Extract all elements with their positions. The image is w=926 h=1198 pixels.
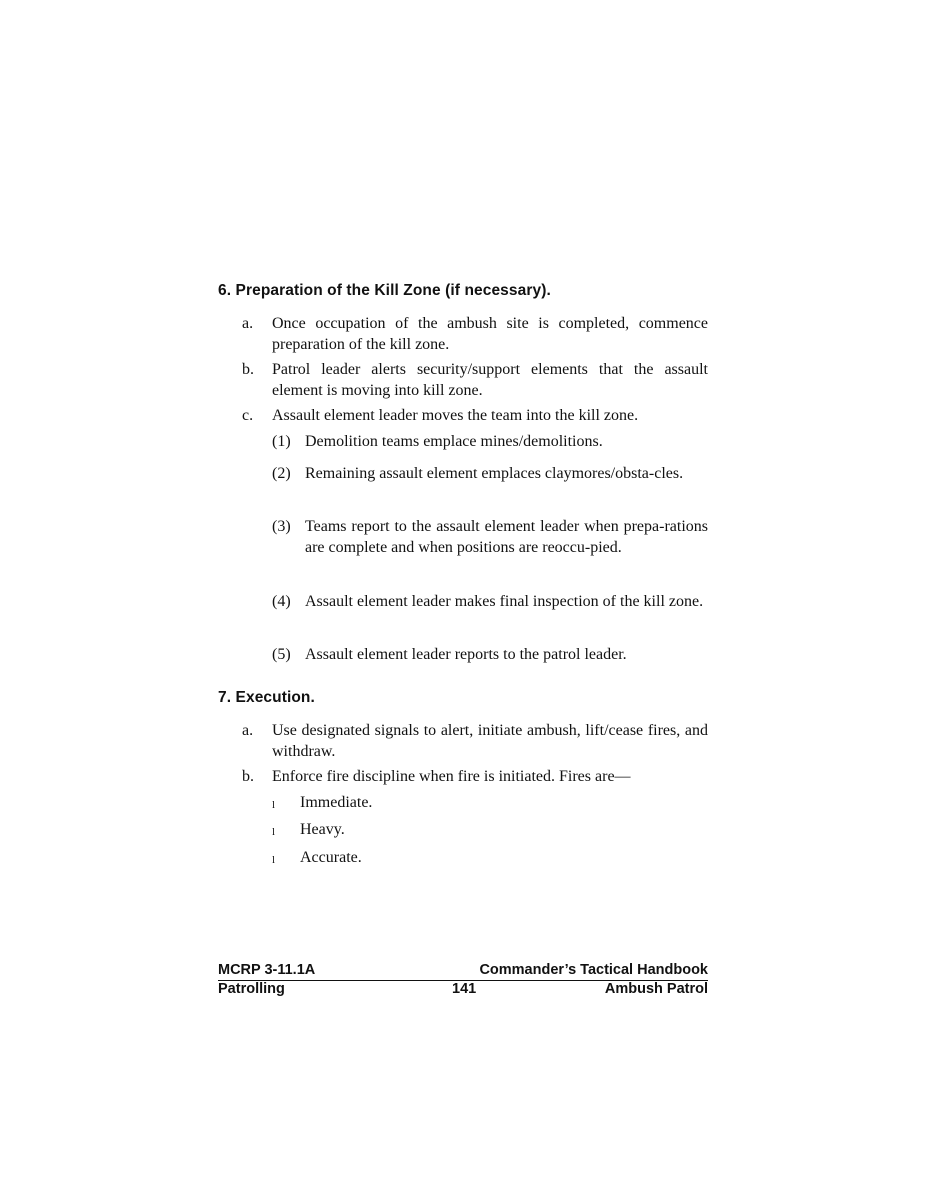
sub-item <box>272 644 708 665</box>
footer-book-title: Commander’s Tactical Handbook <box>479 962 708 978</box>
sub-item-label: (1) <box>272 433 291 450</box>
item-label: b. <box>242 361 254 378</box>
bullet-item <box>272 792 708 813</box>
sub-item-text: Demolition teams emplace mines/demolitions. <box>305 433 603 450</box>
sub-item-text: Teams report to the assault element leader when prepa-rations are complete and when positions are reoccu-pied. <box>305 518 708 556</box>
sub-item-text: Remaining assault element emplaces claymores/obsta-cles. <box>305 465 684 482</box>
item-label: a. <box>242 722 254 739</box>
item-text: Once occupation of the ambush site is completed, commence preparation of the kill zone. <box>272 315 708 353</box>
item-label: b. <box>242 768 254 785</box>
section-6-heading: 6. Preparation of the Kill Zone (if necessary). <box>218 282 551 299</box>
item-text: Patrol leader alerts security/support elements that the assault element is moving into kill zone. <box>272 361 708 399</box>
bullet-mark-icon: l <box>272 826 276 838</box>
sub-item <box>272 431 708 452</box>
sub-item <box>272 463 708 484</box>
sub-item-label: (2) <box>272 465 291 482</box>
bullet-item <box>272 819 708 840</box>
sub-item-text: Assault element leader reports to the patrol leader. <box>305 646 627 663</box>
sub-item-label: (3) <box>272 518 291 535</box>
bullet-text: Accurate. <box>300 849 362 866</box>
item-text: Use designated signals to alert, initiate ambush, lift/cease fires, and withdraw. <box>272 722 708 760</box>
bullet-text: Heavy. <box>300 821 345 838</box>
list-item <box>242 405 708 426</box>
sub-item-label: (5) <box>272 646 291 663</box>
item-text: Assault element leader moves the team into the kill zone. <box>272 407 639 424</box>
footer-chapter: Patrolling <box>218 981 285 997</box>
sub-item <box>272 516 708 558</box>
sub-item-label: (4) <box>272 593 291 610</box>
list-item <box>242 359 708 401</box>
sub-item-text: Assault element leader makes final inspection of the kill zone. <box>305 593 704 610</box>
list-item <box>242 720 708 762</box>
page-number: 141 <box>452 981 477 997</box>
list-item <box>242 313 708 355</box>
footer-publication: MCRP 3-11.1A <box>218 962 316 978</box>
list-item <box>242 766 708 787</box>
sub-item <box>272 591 708 612</box>
bullet-text: Immediate. <box>300 794 373 811</box>
bullet-item <box>272 847 708 868</box>
item-label: c. <box>242 407 254 424</box>
item-text: Enforce fire discipline when fire is initiated. Fires are— <box>272 768 631 785</box>
item-label: a. <box>242 315 254 332</box>
section-7-heading: 7. Execution. <box>218 689 315 706</box>
bullet-mark-icon: l <box>272 799 276 811</box>
footer-section: Ambush Patrol <box>604 981 708 997</box>
bullet-mark-icon: l <box>272 854 276 866</box>
